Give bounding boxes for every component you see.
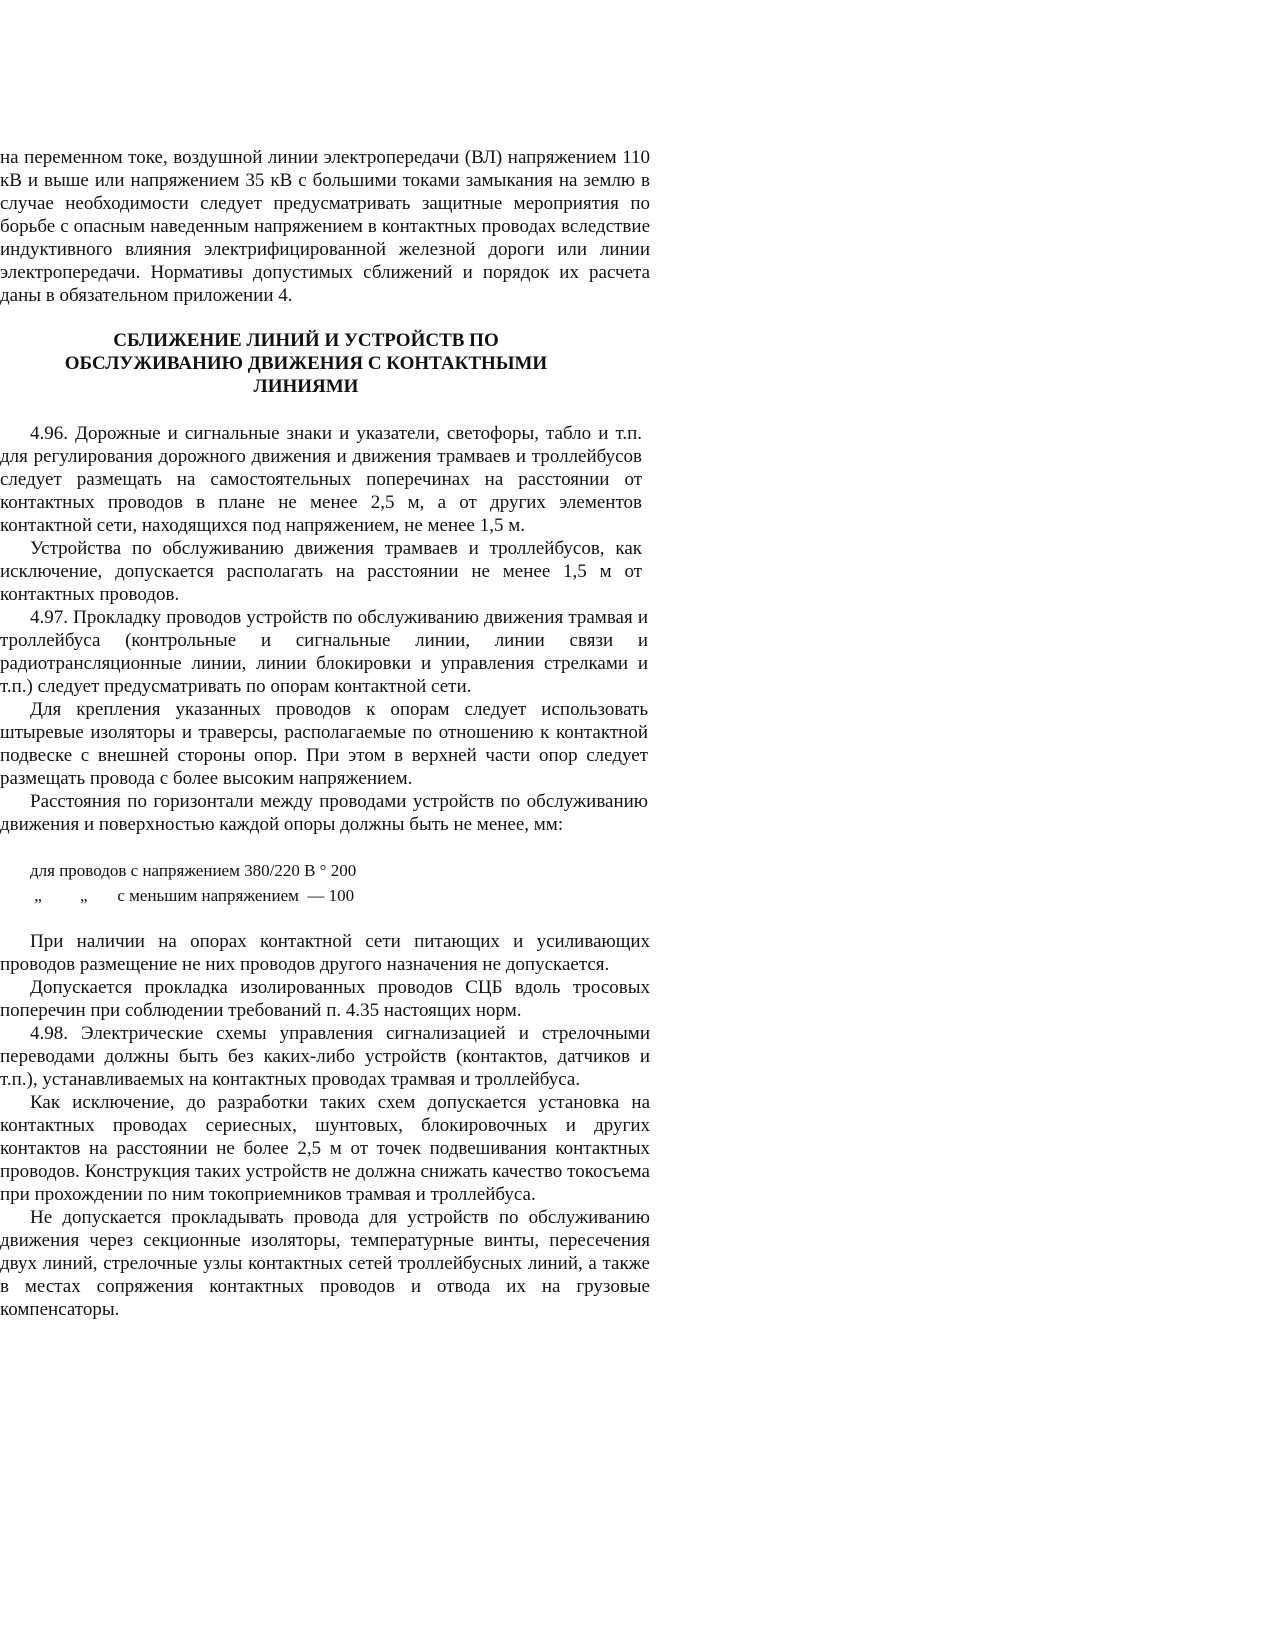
section-4-97-continued	[0, 930, 650, 1022]
paragraph-4-97-distances: Расстояния по горизонтали между проводами устройств по обслуживанию движения и поверхностью каждой опоры должны быть не менее, мм:	[0, 791, 648, 835]
heading-line-1: СБЛИЖЕНИЕ ЛИНИЙ И УСТРОЙСТВ ПО	[113, 330, 499, 351]
paragraph-4-96-exception: Устройства по обслуживанию движения трамваев и троллейбусов, как исключение, допускается располагать на расстоянии не менее 1,5 м от контактных проводов.	[0, 538, 642, 605]
section-4-98	[0, 1022, 650, 1321]
paragraph-4-98-prohibition: Не допускается прокладывать провода для устройств по обслуживанию движения через секционные изоляторы, температурные винты, пересечения двух линий, стрелочные узлы контактных сетей троллейбусных линий, а также в местах сопряжения контактных проводов и отвода их на грузовые компенсаторы.	[0, 1207, 650, 1320]
section-4-97	[0, 606, 648, 836]
paragraph-4-98-exception: Как исключение, до разработки таких схем допускается установка на контактных проводах сериесных, шунтовых, блокировочных и других контактов на расстоянии не более 2,5 м от точек подвешивания контактных проводов. Конструкция таких устройств не должна снижать качество токосъема при прохождении по ним токоприемников трамвая и троллейбуса.	[0, 1092, 650, 1205]
paragraph-4-97: 4.97. Прокладку проводов устройств по обслуживанию движения трамвая и троллейбуса (контрольные и сигнальные линии, линии связи и радиотрансляционные линии, линии блокировки и управления стрелками и т.п.) следует предусматривать по опорам контактной сети.	[0, 607, 648, 697]
section-4-96	[0, 422, 642, 606]
heading-line-2: ОБСЛУЖИВАНИЮ ДВИЖЕНИЯ С КОНТАКТНЫМИ	[64, 353, 548, 374]
paragraph-4-97-fastening: Для крепления указанных проводов к опорам следует использовать штыревые изоляторы и траверсы, располагаемые по отношению к контактной подвеске с внешней стороны опор. При этом в верхней части опор следует размещать провода с более высоким напряжением.	[0, 699, 648, 789]
paragraph-scb-wires: Допускается прокладка изолированных проводов СЦБ вдоль тросовых поперечин при соблюдении требований п. 4.35 настоящих норм.	[0, 977, 650, 1021]
distance-row-380-220: для проводов с напряжением 380/220 В ° 200	[30, 861, 357, 880]
distance-row-lower-voltage: „ „ с меньшим напряжением — 100	[30, 886, 355, 905]
intro-paragraph: на переменном токе, воздушной линии электропередачи (ВЛ) напряжением 110 кВ и выше или напряжением 35 кВ с большими токами замыкания на землю в случае необходимости следует предусматривать защитные мероприятия по борьбе с опасным наведенным напряжением в контактных проводах вследствие индуктивного влияния электрифицированной железной дороги или линии электропередачи. Нормативы допустимых сближений и порядок их расчета даны в обязательном приложении 4.	[0, 147, 650, 306]
paragraph-4-98: 4.98. Электрические схемы управления сигнализацией и стрелочными переводами должны быть без каких-либо устройств (контактов, датчиков и т.п.), устанавливаемых на контактных проводах трамвая и троллейбуса.	[0, 1023, 650, 1090]
paragraph-4-96: 4.96. Дорожные и сигнальные знаки и указатели, светофоры, табло и т.п. для регулирования дорожного движения и движения трамваев и троллейбусов следует размещать на самостоятельных поперечинах на расстоянии от контактных проводов в плане не менее 2,5 м, а от других элементов контактной сети, находящихся под напряжением, не менее 1,5 м.	[0, 423, 642, 536]
distance-table	[30, 858, 1275, 908]
section-heading	[0, 329, 612, 398]
paragraph-feeder-wires: При наличии на опорах контактной сети питающих и усиливающих проводов размещение не них проводов другого назначения не допускается.	[0, 931, 650, 975]
intro-block	[0, 146, 650, 307]
document-page	[0, 146, 1275, 1321]
heading-line-3: ЛИНИЯМИ	[253, 376, 359, 397]
